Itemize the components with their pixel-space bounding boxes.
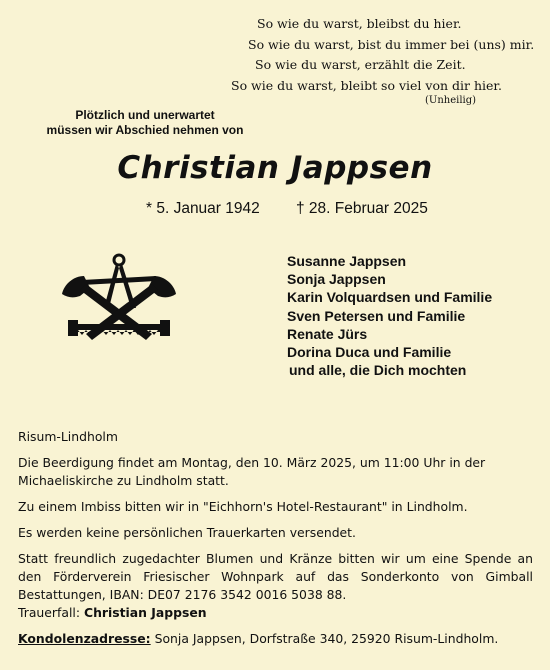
mourner-name: Dorina Duca und Familie — [287, 344, 452, 361]
poem-line: So wie du warst, bleibst du hier. — [257, 16, 462, 31]
intro-line: müssen wir Abschied nehmen von — [46, 123, 244, 137]
case-line — [18, 604, 533, 622]
case-label: Trauerfall: — [18, 605, 81, 620]
case-name: Christian Jappsen — [83, 605, 207, 620]
deceased-name: Christian Jappsen — [117, 150, 433, 186]
poem-line: So wie du warst, erzählt die Zeit. — [255, 57, 466, 72]
condolence-address: Sonja Jappsen, Dorfstraße 340, 25920 Risum-Lindholm. — [154, 631, 499, 646]
birth-date: * 5. Januar 1942 — [146, 200, 260, 217]
carpenter-guild-emblem-icon — [60, 250, 178, 348]
condolence-label: Kondolenzadresse: — [18, 631, 151, 646]
death-date: † 28. Februar 2025 — [296, 200, 428, 217]
funeral-details — [18, 428, 533, 648]
poem-line: So wie du warst, bist du immer bei (uns) mir. — [248, 36, 535, 52]
mourners-list — [287, 252, 537, 379]
mourner-name: Karin Volquardsen und Familie — [287, 289, 493, 306]
mourner-name: und alle, die Dich mochten — [289, 362, 467, 379]
intro-line: Plötzlich und unerwartet — [75, 108, 215, 122]
mourner-name: Sven Petersen und Familie — [287, 307, 466, 324]
place-line: Risum-Lindholm — [18, 429, 118, 444]
mourner-name: Sonja Jappsen — [287, 271, 386, 288]
funeral-info: Die Beerdigung findet am Montag, den 10. März 2025, um 11:00 Uhr in der Michaeliskirche zu Lindholm statt. — [18, 455, 486, 488]
mourner-name: Susanne Jappsen — [287, 253, 407, 269]
snack-info: Zu einem Imbiss bitten wir in "Eichhorn's Hotel-Restaurant" in Lindholm. — [18, 499, 468, 514]
donation-info: Statt freundlich zugedachter Blumen und Kränze bitten wir um eine Spende an den Förderverein Friesischer Wohnpark auf das Sonderkonto von Gimball Bestattungen, IBAN: DE07 2176 3542 0016 5038 88. — [18, 551, 533, 602]
cards-info: Es werden keine persönlichen Trauerkarten versendet. — [18, 525, 356, 540]
condolence-line — [18, 630, 533, 648]
poem-author: (Unheilig) — [425, 95, 477, 106]
mourner-name: Renate Jürs — [287, 325, 368, 342]
intro-text — [40, 108, 250, 138]
poem — [200, 14, 535, 108]
poem-line: So wie du warst, bleibt so viel von dir hier. — [231, 77, 502, 93]
